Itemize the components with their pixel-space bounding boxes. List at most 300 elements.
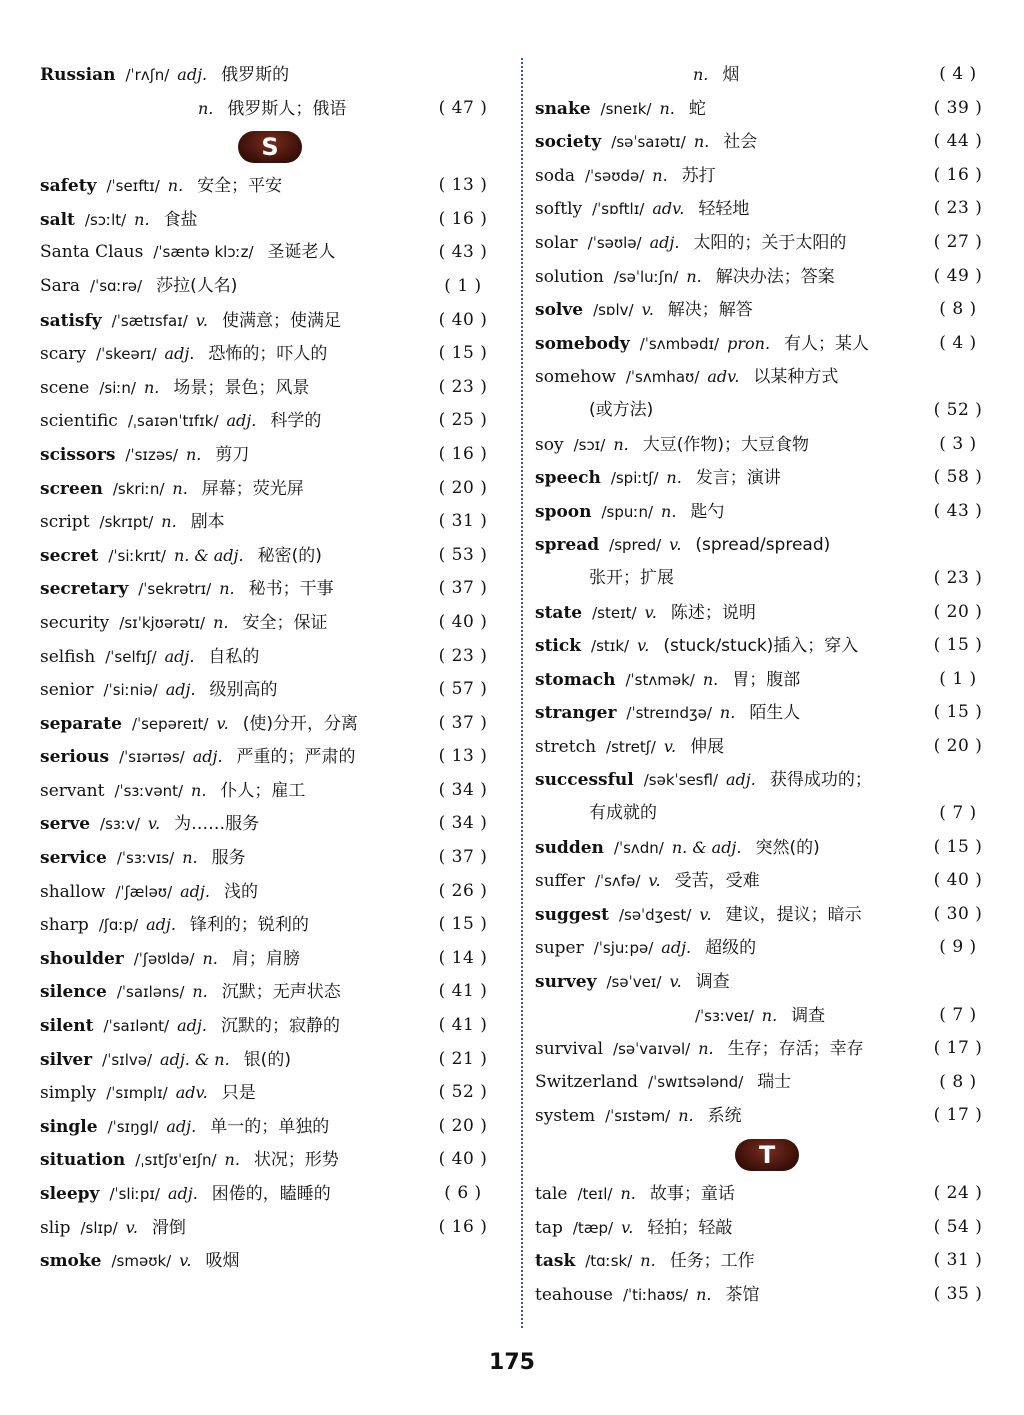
entry-definition: 沉默；无声状态	[221, 982, 341, 1003]
entry-page-reference: ( 7 )	[939, 1004, 977, 1025]
entry-page-reference: ( 20 )	[933, 601, 983, 622]
entry-page-reference: ( 52 )	[438, 1082, 488, 1103]
entry-word: simply	[40, 1083, 97, 1104]
section-letter: S	[238, 131, 302, 163]
entry-part-of-speech: n.	[652, 165, 668, 185]
entry-word: snake	[535, 98, 591, 119]
entry-part-of-speech: v.	[621, 1217, 634, 1237]
entry-definition: (或方法)	[589, 399, 654, 420]
entry-page-reference: ( 3 )	[939, 433, 977, 454]
entry-word: senior	[40, 680, 94, 701]
glossary-entry	[535, 831, 987, 865]
entry-part-of-speech: adj.	[180, 881, 210, 901]
entry-phonetic: /ˈskeərɪ/	[96, 345, 157, 364]
entry-phonetic: /ˈsɪmplɪ/	[106, 1084, 168, 1103]
entry-part-of-speech: n.	[678, 1106, 694, 1126]
entry-phonetic: /spiːtʃ/	[610, 469, 659, 488]
entry-word: super	[535, 938, 584, 959]
entry-page-reference: ( 41 )	[438, 981, 488, 1002]
entry-part-of-speech: n.	[213, 612, 229, 632]
entry-definition: 单一的；单独的	[210, 1116, 330, 1137]
entry-phonetic: /səkˈsesfl/	[643, 771, 719, 790]
entry-part-of-speech: n.	[666, 468, 682, 488]
entry-phonetic: /ˈswɪtsələnd/	[648, 1072, 744, 1091]
entry-definition: 恐怖的；吓人的	[208, 344, 328, 365]
entry-part-of-speech: v.	[637, 636, 650, 656]
section-letter: T	[735, 1139, 799, 1171]
entry-part-of-speech: adj.	[192, 747, 223, 767]
entry-phonetic: /ˈsepəreɪt/	[131, 714, 209, 733]
entry-phonetic: /stɪk/	[591, 637, 630, 656]
glossary-entry	[535, 92, 987, 126]
glossary-entry	[535, 696, 987, 730]
page-number: 175	[489, 1350, 535, 1375]
entry-part-of-speech: n.	[172, 478, 188, 498]
entry-page-reference: ( 15 )	[933, 702, 983, 723]
entry-phonetic: /sɪˈkjʊərətɪ/	[119, 613, 206, 632]
entry-word: Sara	[40, 275, 81, 296]
glossary-entry	[535, 1177, 987, 1211]
glossary-entry	[40, 1076, 492, 1110]
entry-word: Santa Claus	[40, 242, 144, 263]
entry-part-of-speech: n.	[202, 948, 218, 968]
entry-page-reference: ( 25 )	[438, 410, 488, 431]
entry-word: tap	[535, 1217, 563, 1238]
glossary-entry	[40, 1211, 492, 1245]
entry-phonetic: /ˈsɪərɪəs/	[119, 748, 185, 767]
entry-part-of-speech: n.	[219, 579, 235, 599]
entry-page-reference: ( 23 )	[438, 376, 488, 397]
entry-page-reference: ( 20 )	[933, 735, 983, 756]
entry-word: secretary	[40, 579, 129, 600]
entry-page-reference: ( 15 )	[933, 635, 983, 656]
entry-definition: 屏幕；荧光屏	[201, 478, 304, 499]
glossary-entry	[40, 606, 492, 640]
entry-page-reference: ( 1 )	[444, 275, 482, 296]
entry-phonetic: /ˈsɪzəs/	[125, 445, 178, 464]
entry-phonetic: /teɪl/	[577, 1185, 613, 1203]
entry-phonetic: /səˈsaɪətɪ/	[611, 133, 686, 152]
entry-definition: 银(的)	[243, 1049, 291, 1070]
glossary-entry	[535, 461, 987, 495]
entry-phonetic: /ˈsekrətrɪ/	[138, 580, 212, 599]
entry-word: suggest	[535, 904, 609, 925]
entry-part-of-speech: n.	[192, 982, 208, 1002]
glossary-entry	[535, 495, 987, 529]
entry-word: service	[40, 848, 107, 869]
entry-phonetic: /ˈsaɪləns/	[116, 983, 185, 1002]
entry-phonetic: /tæp/	[572, 1218, 614, 1237]
entry-phonetic: /səˈveɪ/	[606, 973, 662, 992]
entry-phonetic: /ˈsɜːveɪ/	[695, 1006, 754, 1025]
glossary-entry	[40, 1043, 492, 1077]
entry-phonetic: /slɪp/	[80, 1218, 118, 1237]
entry-word: stretch	[535, 736, 597, 757]
glossary-entry	[535, 260, 987, 294]
entry-definition: 以某种方式	[753, 367, 839, 388]
entry-phonetic: /ˈsʌmhaʊ/	[625, 368, 700, 387]
entry-page-reference: ( 16 )	[933, 164, 983, 185]
entry-part-of-speech: adv.	[652, 199, 685, 219]
entry-word: servant	[40, 780, 105, 801]
entry-definition: 生存；存活；幸存	[727, 1039, 864, 1060]
entry-definition: 有人；某人	[784, 333, 870, 354]
entry-phonetic: /səˈluːʃn/	[613, 267, 679, 286]
entry-definition: 烟	[722, 65, 740, 85]
entry-page-reference: ( 31 )	[438, 511, 488, 532]
entry-page-reference: ( 23 )	[933, 567, 983, 588]
entry-definition: 轻轻地	[698, 199, 750, 220]
entry-word: shallow	[40, 881, 106, 902]
entry-part-of-speech: adj.	[726, 770, 756, 790]
entry-page-reference: ( 4 )	[939, 64, 977, 84]
entry-definition: 严重的；严肃的	[236, 747, 356, 768]
entry-word: smoke	[40, 1251, 102, 1272]
entry-word: slip	[40, 1217, 71, 1238]
entry-definition: (spread/spread)	[695, 535, 831, 556]
entry-definition: 俄罗斯的	[221, 65, 290, 85]
entry-page-reference: ( 4 )	[939, 332, 977, 353]
entry-page-reference: ( 47 )	[438, 97, 488, 118]
entry-page-reference: ( 6 )	[444, 1183, 482, 1203]
entry-word: situation	[40, 1150, 126, 1171]
glossary-entry	[535, 428, 987, 462]
entry-part-of-speech: v.	[195, 310, 208, 330]
entry-definition: 级别高的	[209, 680, 278, 701]
entry-definition: 发言；演讲	[695, 468, 781, 489]
entry-part-of-speech: n.	[686, 266, 702, 286]
glossary-entry	[40, 337, 492, 371]
entry-definition: 剧本	[190, 512, 225, 533]
glossary-entry	[535, 327, 987, 361]
entry-phonetic: /sɔːlt/	[84, 210, 127, 229]
glossary-entry	[535, 864, 987, 898]
entry-definition: 陌生人	[749, 703, 801, 724]
entry-phonetic: /ˈsɒftlɪ/	[592, 200, 645, 219]
glossary-entry	[40, 572, 492, 606]
entry-word: serve	[40, 814, 91, 835]
glossary-entry	[535, 562, 987, 596]
entry-part-of-speech: n.	[185, 444, 202, 464]
entry-part-of-speech: v.	[669, 972, 682, 992]
entry-part-of-speech: n.	[698, 1039, 714, 1059]
entry-page-reference: ( 21 )	[438, 1048, 488, 1069]
entry-word: satisfy	[40, 310, 102, 331]
entry-word: salt	[40, 209, 75, 230]
entry-page-reference: ( 16 )	[438, 1216, 488, 1237]
entry-page-reference: ( 40 )	[933, 870, 983, 891]
entry-part-of-speech: v.	[648, 871, 661, 891]
entry-page-reference: ( 52 )	[933, 399, 983, 420]
entry-word: Switzerland	[535, 1071, 639, 1092]
entry-phonetic: /sɜːv/	[100, 815, 140, 834]
entry-part-of-speech: adj. & n.	[160, 1049, 230, 1069]
entry-phonetic: /ˈsʌfə/	[594, 872, 641, 891]
entry-page-reference: ( 37 )	[438, 712, 488, 733]
entry-page-reference: ( 34 )	[438, 813, 488, 834]
entry-phonetic: /ˈsiːniə/	[103, 681, 158, 700]
entry-part-of-speech: n.	[693, 65, 709, 84]
entry-definition: 苏打	[681, 165, 716, 186]
entry-part-of-speech: adv.	[707, 367, 740, 387]
glossary-entry	[40, 640, 492, 674]
glossary-entry	[535, 797, 987, 831]
entry-part-of-speech: adj.	[166, 1116, 197, 1136]
entry-phonetic: /steɪt/	[592, 603, 637, 622]
entry-word: stick	[535, 636, 582, 657]
entry-part-of-speech: v.	[216, 713, 229, 733]
entry-word: survey	[535, 972, 597, 993]
entry-phonetic: /ˈʃəʊldə/	[133, 949, 195, 968]
entry-word: scissors	[40, 444, 116, 465]
glossary-entry	[40, 875, 492, 909]
entry-page-reference: ( 34 )	[438, 779, 488, 800]
entry-part-of-speech: v.	[125, 1217, 138, 1237]
glossary-entry	[535, 528, 987, 562]
entry-definition: 只是	[221, 1083, 256, 1104]
entry-word: silver	[40, 1049, 93, 1070]
entry-part-of-speech: adj.	[164, 646, 195, 666]
entry-definition: 服务	[211, 848, 246, 869]
entry-definition: 肩；肩膀	[231, 948, 300, 969]
entry-definition: 秘密(的)	[257, 545, 322, 566]
entry-part-of-speech: adj.	[661, 938, 692, 958]
entry-definition: 自私的	[208, 646, 260, 667]
entry-definition: 任务；工作	[669, 1251, 755, 1272]
entry-phonetic: /səˈdʒest/	[618, 905, 692, 924]
entry-definition: 太阳的；关于太阳的	[693, 232, 847, 253]
glossary-entry	[40, 1110, 492, 1144]
entry-page-reference: ( 30 )	[933, 903, 983, 924]
entry-definition: 状况；形势	[253, 1150, 339, 1171]
glossary-entry	[40, 673, 492, 707]
entry-part-of-speech: n.	[143, 377, 160, 397]
entry-definition: 圣诞老人	[267, 242, 336, 263]
entry-page-reference: ( 37 )	[438, 847, 488, 868]
entry-word: security	[40, 612, 110, 633]
entry-phonetic: /sneɪk/	[600, 99, 652, 118]
entry-definition: 调查	[791, 1005, 826, 1026]
entry-word: shoulder	[40, 948, 124, 969]
entry-definition: 安全；保证	[242, 612, 328, 633]
entry-page-reference: ( 7 )	[939, 803, 977, 824]
entry-phonetic: /ˈsʌdn/	[613, 838, 664, 857]
entry-phonetic: /ˈstreɪndʒə/	[626, 704, 712, 723]
entry-word: society	[535, 132, 602, 153]
entry-part-of-speech: n.	[191, 780, 207, 800]
glossary-entry	[535, 763, 987, 797]
entry-word: task	[535, 1251, 576, 1272]
entry-word: Russian	[40, 65, 116, 85]
entry-definition: 蛇	[688, 98, 706, 119]
entry-word: speech	[535, 468, 601, 489]
glossary-entry	[535, 360, 987, 394]
entry-word: scene	[40, 377, 90, 398]
entry-part-of-speech: adj.	[177, 65, 208, 84]
entry-page-reference: ( 37 )	[438, 578, 488, 599]
glossary-entry	[535, 931, 987, 965]
glossary-entry	[535, 58, 987, 92]
entry-definition: 场景；景色；风景	[173, 377, 310, 398]
entry-page-reference: ( 26 )	[438, 880, 488, 901]
entry-word: stomach	[535, 669, 616, 690]
glossary-entry	[40, 371, 492, 405]
entry-definition: 秘书；干事	[248, 579, 334, 600]
entry-page-reference: ( 13 )	[438, 746, 488, 767]
entry-page-reference: ( 40 )	[438, 611, 488, 632]
glossary-entry	[40, 975, 492, 1009]
entry-page-reference: ( 20 )	[438, 477, 488, 498]
entry-word: single	[40, 1116, 98, 1137]
glossary-entry	[535, 293, 987, 327]
entry-phonetic: /ˈsætɪsfaɪ/	[111, 311, 188, 330]
entry-word: state	[535, 602, 583, 623]
entry-definition: 剪刀	[215, 444, 250, 465]
entry-phonetic: /sɒlv/	[593, 301, 634, 320]
entry-page-reference: ( 27 )	[933, 231, 983, 252]
entry-page-reference: ( 16 )	[438, 443, 488, 464]
entry-page-reference: ( 8 )	[939, 299, 977, 320]
entry-page-reference: ( 43 )	[438, 242, 488, 263]
entry-page-reference: ( 39 )	[933, 97, 983, 118]
entry-phonetic: /stretʃ/	[606, 737, 656, 756]
entry-part-of-speech: n.	[620, 1184, 636, 1203]
entry-page-reference: ( 20 )	[438, 1115, 488, 1136]
entry-part-of-speech: n.	[198, 98, 214, 118]
entry-page-reference: ( 23 )	[933, 198, 983, 219]
entry-phonetic: /ˈsʌmbədɪ/	[639, 334, 720, 353]
entry-definition: 张开；扩展	[589, 567, 674, 588]
glossary-entry	[40, 774, 492, 808]
entry-part-of-speech: n.	[161, 512, 177, 532]
entry-phonetic: /ˌsɪtʃʊˈeɪʃn/	[135, 1151, 217, 1170]
entry-definition: 故事；童话	[649, 1184, 735, 1204]
entry-page-reference: ( 54 )	[933, 1216, 983, 1237]
entry-definition: 俄罗斯人；俄语	[227, 98, 347, 119]
entry-definition: 受苦，受难	[674, 871, 760, 892]
glossary-entry	[40, 707, 492, 741]
entry-phonetic: /ˈrʌʃn/	[125, 66, 170, 84]
entry-part-of-speech: n.	[702, 669, 719, 689]
entry-part-of-speech: n.	[613, 434, 629, 454]
entry-word: sharp	[40, 915, 89, 936]
entry-word: stranger	[535, 703, 617, 724]
entry-definition: 建议，提议；暗示	[725, 904, 862, 925]
entry-phonetic: /spred/	[609, 536, 662, 555]
entry-phonetic: /ˈstʌmək/	[625, 670, 695, 689]
entry-word: somebody	[535, 333, 630, 354]
entry-phonetic: /spuːn/	[601, 502, 654, 521]
entry-word: solution	[535, 266, 604, 287]
glossary-entry	[40, 1244, 492, 1278]
glossary-entry	[535, 1099, 987, 1133]
glossary-entry	[40, 270, 492, 304]
entry-page-reference: ( 58 )	[933, 467, 983, 488]
entry-definition: 科学的	[270, 411, 322, 432]
entry-phonetic: /ˈtiːhaʊs/	[622, 1285, 689, 1304]
entry-page-reference: ( 43 )	[933, 500, 983, 521]
entry-part-of-speech: adj.	[165, 680, 196, 700]
entry-word: soda	[535, 165, 575, 186]
entry-definition: 食盐	[163, 209, 198, 230]
entry-phonetic: /sɔɪ/	[573, 435, 606, 454]
glossary-entry	[40, 942, 492, 976]
entry-page-reference: ( 13 )	[438, 175, 488, 196]
glossary-entry	[40, 1177, 492, 1211]
glossary-entry	[40, 404, 492, 438]
glossary-entry	[535, 663, 987, 697]
entry-phonetic: /ˈsɑːrə/	[90, 276, 143, 295]
entry-definition: 锋利的；锐利的	[189, 915, 309, 936]
glossary-entry	[535, 159, 987, 193]
entry-definition: 莎拉(人名)	[156, 275, 238, 296]
entry-word: serious	[40, 747, 110, 768]
glossary-entry	[40, 236, 492, 270]
entry-part-of-speech: n. & adj.	[671, 837, 742, 857]
entry-page-reference: ( 49 )	[933, 265, 983, 286]
glossary-entry	[40, 92, 492, 126]
entry-page-reference: ( 35 )	[933, 1283, 983, 1304]
glossary-entry	[40, 472, 492, 506]
entry-part-of-speech: n.	[224, 1150, 240, 1170]
entry-word: silent	[40, 1016, 94, 1037]
entry-page-reference: ( 24 )	[933, 1183, 983, 1203]
entry-definition: 瑞士	[757, 1071, 792, 1092]
entry-phonetic: /skrɪpt/	[99, 513, 154, 532]
entry-word: survival	[535, 1039, 604, 1060]
entry-word: spread	[535, 535, 600, 556]
entry-definition: 获得成功的；	[769, 770, 872, 791]
entry-part-of-speech: n.	[693, 132, 710, 152]
entry-phonetic: /ˈsəʊlə/	[587, 233, 642, 252]
glossary-entry	[40, 58, 492, 92]
entry-part-of-speech: v.	[147, 814, 161, 834]
section-letter-badge	[535, 1133, 987, 1177]
glossary-entry	[535, 192, 987, 226]
entry-part-of-speech: v.	[641, 300, 654, 320]
entry-page-reference: ( 57 )	[438, 679, 488, 700]
entry-definition: 使满意；使满足	[222, 310, 341, 331]
glossary-entry	[535, 1278, 987, 1312]
entry-definition: 仆人；雇工	[220, 780, 306, 801]
entry-part-of-speech: n.	[640, 1251, 656, 1271]
entry-word: solar	[535, 232, 578, 253]
entry-phonetic: /ˈsliːpɪ/	[109, 1185, 160, 1203]
entry-part-of-speech: v.	[699, 904, 712, 924]
entry-part-of-speech: adj.	[167, 1184, 198, 1203]
entry-page-reference: ( 53 )	[438, 544, 488, 565]
entry-phonetic: /tɑːsk/	[585, 1252, 633, 1271]
glossary-entry	[535, 394, 987, 428]
entry-word: secret	[40, 545, 99, 566]
glossary-entry	[535, 1066, 987, 1100]
entry-definition: 伸展	[690, 736, 725, 757]
entry-part-of-speech: n.	[167, 176, 184, 196]
glossary-entry	[40, 169, 492, 203]
entry-phonetic: /ˈsæntə klɔːz/	[153, 243, 254, 262]
entry-part-of-speech: v.	[179, 1251, 192, 1271]
entry-word: silence	[40, 982, 107, 1003]
right-column	[535, 58, 987, 1311]
entry-part-of-speech: n.	[659, 98, 675, 118]
glossary-entry	[535, 1244, 987, 1278]
column-divider	[521, 58, 523, 1328]
entry-phonetic: /ˈsjuːpə/	[593, 939, 654, 958]
entry-word: script	[40, 512, 90, 533]
entry-definition: 解决办法；答案	[715, 266, 835, 287]
entry-word: soy	[535, 434, 564, 455]
entry-page-reference: ( 15 )	[438, 343, 488, 364]
